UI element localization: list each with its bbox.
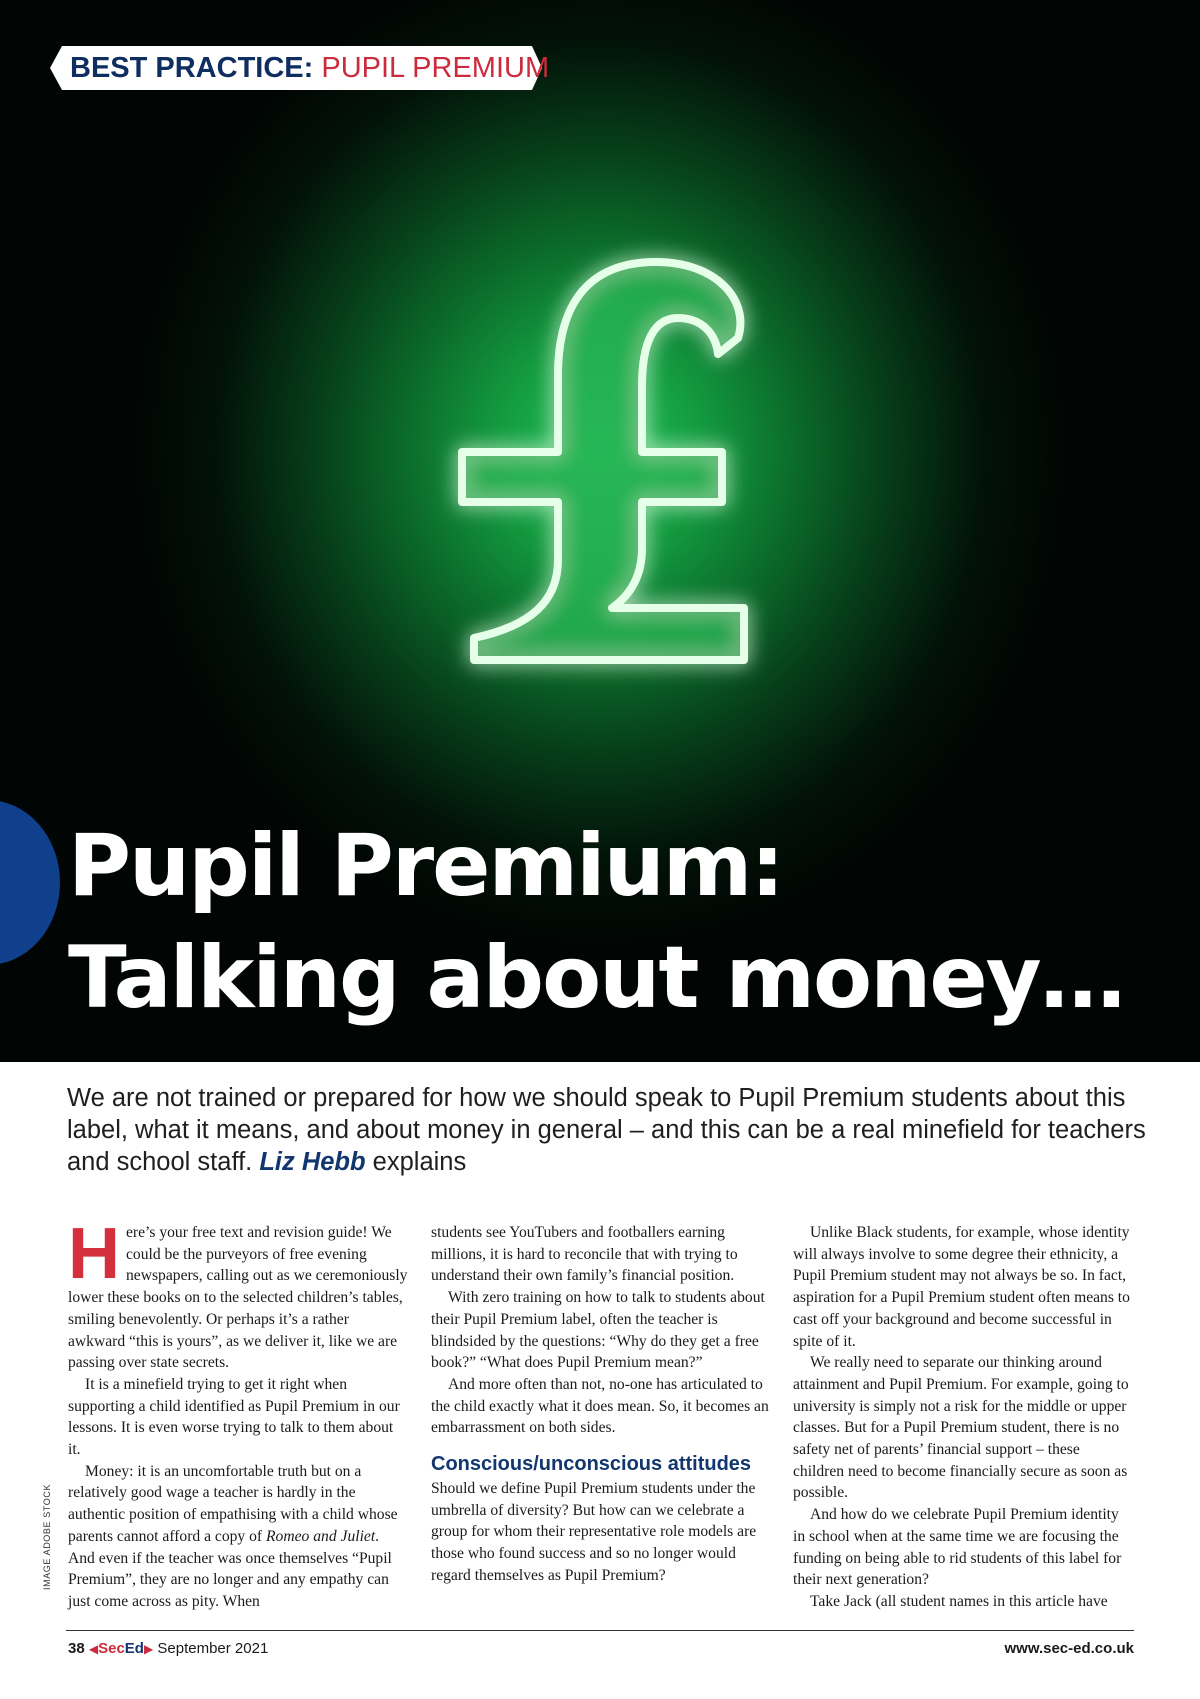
triangle-left-icon: ◀	[88, 1642, 99, 1656]
footer-divider	[66, 1630, 1134, 1631]
section-tag-topic: PUPIL PREMIUM	[321, 52, 550, 84]
image-credit: IMAGE ADOBE STOCK	[42, 1483, 52, 1590]
drop-cap: H	[68, 1214, 120, 1294]
article-column-3	[793, 1222, 1133, 1613]
standfirst	[67, 1082, 1147, 1178]
article-paragraph: Here’s your free text and revision guide! We could be the purveyors of free evening newspapers, calling out as we ceremoniously lower these books on to the selected children’s tables, smiling benevolently. Or perhaps it’s a rather awkward “this is yours”, as we deliver it, like we are passing over state secrets.	[68, 1214, 408, 1372]
footer-left	[68, 1637, 268, 1661]
article-paragraph: Should we define Pupil Premium students under the umbrella of diversity? But how can we celebrate a group for whom their representative role models are those who found success and so no longer would regard themselves as Pupil Premium?	[431, 1480, 757, 1584]
article-paragraph: Take Jack (all student names in this article have	[810, 1592, 1108, 1610]
article-paragraph: And more often than not, no-one has articulated to the child exactly what it does mean. So, it becomes an embarrassment on both sides.	[431, 1375, 769, 1437]
website-url: www.sec-ed.co.uk	[1004, 1640, 1134, 1657]
author-byline: Liz Hebb	[259, 1148, 366, 1176]
page-number: 38	[68, 1640, 85, 1657]
issue-date: September 2021	[157, 1640, 269, 1657]
article-paragraph: Unlike Black students, for example, whose identity will always involve to some degree their ethnicity, a Pupil Premium student may not always be so. In fact, aspiration for a Pupil Premium student often means to cast off your background and become successful in spite of it.	[793, 1224, 1130, 1350]
article-paragraph: With zero training on how to talk to students about their Pupil Premium label, often the teacher is blindsided by the questions: “Why do they get a free book?” “What does Pupil Premium mean?”	[431, 1289, 765, 1372]
headline-line-2: Talking about money…	[68, 928, 1124, 1028]
article-paragraph: It is a minefield trying to get it right when supporting a child identified as Pupil Premium in our lessons. It is even worse trying to talk to them about it.	[68, 1375, 400, 1459]
standfirst-tail: explains	[365, 1148, 467, 1176]
article-column-2	[431, 1222, 771, 1587]
page-footer	[68, 1637, 1134, 1661]
section-tag-strong: BEST PRACTICE:	[70, 52, 314, 84]
article-subheading: Conscious/unconscious attitudes	[431, 1453, 752, 1476]
article-paragraph: students see YouTubers and footballers earning millions, it is hard to reconcile that with trying to understand their own family’s financial position.	[431, 1224, 738, 1285]
brand-name-sec: Sec	[98, 1640, 125, 1657]
article-paragraph: And how do we celebrate Pupil Premium identity in school when at the same time we are focusing the funding on being able to rid students of this label for their next generation?	[793, 1506, 1122, 1589]
article-paragraph: Money: it is an uncomfortable truth but on a relatively good wage a teacher is hardly in the authentic position of empathising with a child whose parents cannot afford a copy of Romeo and Juliet. And even if the teacher was once themselves “Pupil Premium”, they are no longer and any empathy can just come across as pity. When	[68, 1462, 398, 1610]
brand-name-ed: Ed	[124, 1640, 144, 1657]
article-paragraph: We really need to separate our thinking around attainment and Pupil Premium. For example, going to university is simply not a risk for the middle or upper classes. But for a Pupil Premium student, there is no safety net of parents’ financial support – these children need to become financially secure as soon as possible.	[793, 1354, 1129, 1502]
book-title: Romeo and Juliet	[266, 1527, 376, 1545]
standfirst-text: We are not trained or prepared for how we should speak to Pupil Premium students about this label, what it means, and about money in general – and this can be a real minefield for teachers and school staff.	[67, 1084, 1146, 1176]
article-column-1	[68, 1214, 408, 1613]
headline-line-1: Pupil Premium:	[68, 816, 783, 916]
triangle-right-icon: ▶	[143, 1642, 154, 1656]
article-headline	[68, 810, 1178, 1034]
